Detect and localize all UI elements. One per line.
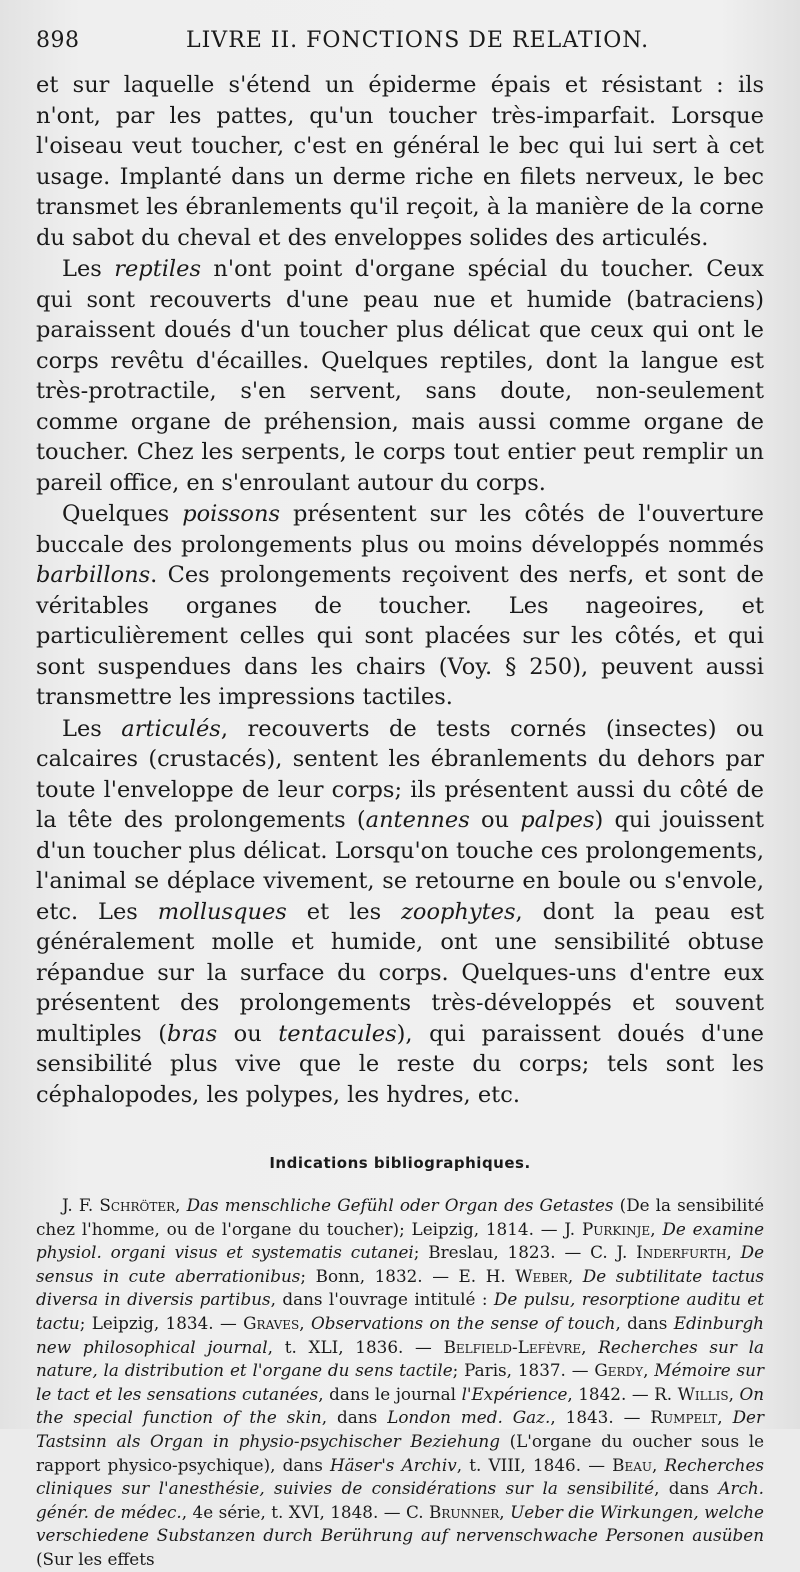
text-run: , (567, 1265, 583, 1286)
text-run: , dont la peau est généralement molle et humide, ont une sensibilité obtuse répandue sur la surface du corps. Quelques-uns d'entre eux présentent des prolongements très-développés et souvent multiples ( (36, 898, 765, 1047)
author-name: Gerdy (594, 1360, 644, 1381)
text-run: , (728, 1383, 740, 1404)
author-name: Schröter (99, 1195, 176, 1215)
author-name: Beau (612, 1454, 653, 1475)
text-run: Les (62, 715, 122, 742)
text-run: , recouverts de tests cornés (insectes) ou calcaires (crustacés), sentent les ébranlements du dehors par toute l'enveloppe de leur corps; ils présentent aussi du côté de la tête des prolongements ( (36, 715, 764, 833)
text-run: , (650, 1218, 663, 1239)
text-run: et sur laquelle s'étend un épiderme épais et résistant : ils n'ont, par les pattes, qu'un toucher très-imparfait. Lorsque l'oiseau veut toucher, c'est en général le bec qui lui sert à cet usage. Implanté dans un derme riche en filets nerveux, le bec transmet les ébranlements qu'il reçoit, à la manière de la corne du sabot du cheval et des enveloppes solides des articulés. (36, 72, 764, 251)
text-run: (Sur les effets (36, 1548, 155, 1569)
author-name: Weber (515, 1265, 568, 1286)
bibliography-heading: Indications bibliographiques. (269, 1154, 531, 1172)
page-number: 898 (36, 28, 80, 53)
text-run: , dans le journal (318, 1383, 462, 1404)
italic-term: London med. Gaz. (387, 1407, 551, 1428)
text-run: , dans (654, 1478, 719, 1499)
text-run: ou (217, 1020, 279, 1047)
text-run: ) qui jouissent d'un toucher plus délicat. Lorsqu'on touche ces prolongements, l'animal se déplace vivement, se retourne en boule ou s'envole, etc. Les (36, 807, 764, 925)
text-run: et les (286, 898, 402, 925)
bibliography-text (36, 1194, 764, 1572)
page-header (36, 28, 764, 70)
body-text (36, 70, 764, 1110)
italic-term: bras (167, 1020, 218, 1047)
text-run: , t. XLI, 1836. — (267, 1336, 444, 1357)
italic-term: Häser's Archiv (329, 1454, 457, 1475)
italic-term: barbillons (36, 562, 151, 588)
italic-term: On the special function of the skin (36, 1383, 765, 1428)
italic-term: tentacules (278, 1020, 397, 1047)
text-run: Quelques (62, 501, 183, 527)
italic-term: antennes (365, 807, 470, 833)
text-run: , dans (615, 1312, 674, 1333)
author-name: Belfield-Lefèvre (443, 1336, 582, 1357)
italic-term: palpes (520, 807, 595, 833)
italic-term: mollusques (157, 898, 287, 925)
text-run: Les (62, 256, 115, 282)
text-run: , t. VIII, 1846. — (456, 1454, 613, 1475)
italic-term: Der Tastsinn als Organ in physio-psychischer Beziehung (36, 1407, 765, 1451)
author-name: Brunner (429, 1501, 500, 1522)
paragraph (36, 70, 764, 253)
paragraph (36, 714, 764, 1111)
paragraph (36, 499, 764, 713)
italic-term: l'Expérience (461, 1383, 568, 1404)
italic-term: Observations on the sense of touch (310, 1312, 616, 1333)
text-run: (De la sensibilité chez l'homme, ou de l'organe du toucher); Leipzig, 1814. — J. (36, 1195, 764, 1239)
italic-term: zoophytes (401, 898, 516, 925)
text-run: ; Paris, 1837. — (452, 1360, 595, 1381)
italic-term: poissons (182, 501, 281, 527)
text-run: (L'organe du oucher sous le rapport physico-psychique), dans (36, 1430, 764, 1475)
author-name: Rumpelt (650, 1407, 718, 1428)
italic-term: Recherches cliniques sur l'anesthésie, suivies de considérations sur la sensibilité (36, 1454, 765, 1499)
italic-term: articulés (121, 715, 221, 742)
text-run: , (726, 1242, 741, 1263)
text-run: , (581, 1336, 599, 1357)
paragraph (36, 254, 764, 498)
text-run: , (499, 1501, 511, 1522)
author-name: Graves (243, 1312, 300, 1333)
italic-term: reptiles (114, 256, 201, 282)
text-run: ; Bonn, 1832. — E. H. (300, 1265, 516, 1286)
text-run: ou (469, 807, 521, 833)
text-run: . Ces prolongements reçoivent des nerfs, et sont de véritables organes de toucher. Les nageoires, et particulièrement celles qui sont placées sur les côtés, et qui sont suspendues dans les chairs (Voy. § 250), peuvent aussi transmettre les impressions tactiles. (36, 562, 764, 710)
italic-term: De sensus in cute aberrationibus (36, 1242, 765, 1286)
italic-term: De subtilitate tactus diversa in diversis partibus (36, 1265, 765, 1310)
text-run: , (175, 1195, 187, 1215)
text-run: , (717, 1407, 733, 1428)
italic-term: Mémoire sur le tact et les sensations cutanées (36, 1360, 764, 1404)
text-run: présentent sur les côtés de l'ouverture buccale des prolongements plus ou moins développés nommés (36, 501, 764, 558)
text-run: n'ont point d'organe spécial du toucher. Ceux qui sont recouverts d'une peau nue et humide (batraciens) paraissent doués d'un toucher plus délicat que ceux qui ont le corps revêtu d'écailles. Quelques reptiles, dont la langue est très-protractile, s'en servent, sans doute, non-seulement comme organe de préhension, mais aussi comme organe de toucher. Chez les serpents, le corps tout entier peut remplir un pareil office, en s'enroulant autour du corps. (36, 256, 764, 496)
text-run: , 4e série, t. XVI, 1848. — C. (181, 1501, 429, 1522)
text-run: , 1842. — R. (567, 1383, 678, 1404)
text-run: , (643, 1360, 655, 1381)
text-run: J. F. (62, 1195, 100, 1215)
text-run: ; Leipzig, 1834. — (79, 1312, 244, 1333)
author-name: Purkinje (581, 1218, 651, 1239)
running-head: LIVRE II. FONCTIONS DE RELATION. (186, 28, 650, 53)
italic-term: Arch. génér. de médec. (36, 1478, 765, 1522)
text-run: , dans (321, 1407, 388, 1428)
text-run: , (652, 1454, 665, 1475)
text-run: , (299, 1312, 311, 1333)
author-name: Willis (677, 1383, 729, 1404)
italic-term: Ueber die Wirkungen, welche verschiedene Substanzen durch Berührung auf nervenschwache Personen ausüben (36, 1501, 764, 1546)
text-run: , dans l'ouvrage intitulé : (270, 1289, 494, 1310)
italic-term: Das menschliche Gefühl oder Organ des Getastes (186, 1195, 614, 1215)
text-run: ; Breslau, 1823. — C. J. (413, 1242, 637, 1263)
italic-term: De examine physiol. organi visus et systematis cutanei (36, 1218, 765, 1263)
italic-term: Recherches sur la nature, la distribution et l'organe du sens tactile (36, 1336, 764, 1381)
text-run: , 1843. — (550, 1407, 651, 1428)
author-name: Inderfurth (636, 1242, 727, 1263)
text-run: ), qui paraissent doués d'une sensibilité plus vive que le reste du corps; tels sont les céphalopodes, les polypes, les hydres, etc. (36, 1020, 764, 1108)
italic-term: Edinburgh new philosophical journal (36, 1312, 764, 1357)
italic-term: De pulsu, resorptione auditu et tactu (36, 1289, 764, 1333)
